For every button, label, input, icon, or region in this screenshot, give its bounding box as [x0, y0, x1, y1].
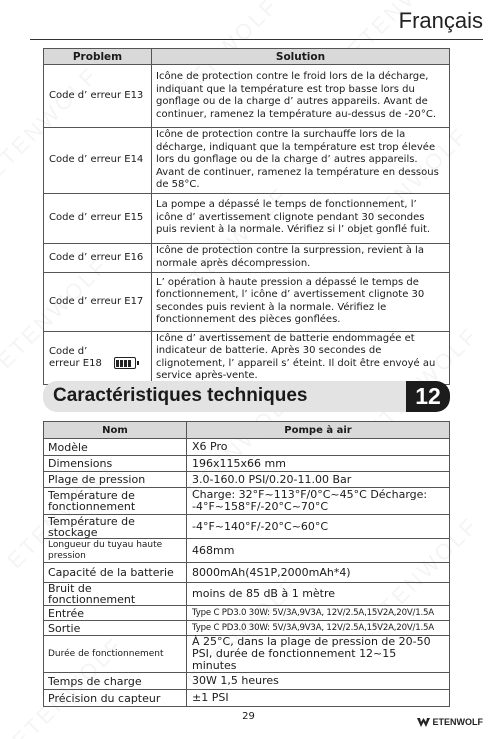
table-row [44, 128, 450, 194]
spec-value: 8000mAh(4S1P,2000mAh*4) [187, 563, 450, 583]
brand-logo [417, 717, 484, 727]
error-code: Code d’ erreur E18 [49, 345, 102, 369]
language-label: Français [398, 8, 483, 33]
spec-name: Dimensions [44, 456, 187, 472]
spec-value: moins de 85 dB à 1 mètre [187, 583, 450, 606]
spec-name: Capacité de la batterie [44, 563, 187, 583]
spec-value: Type C PD3.0 30W: 5V/3A,9V3A, 12V/2.5A,15V2A,20V/1.5A [187, 621, 450, 636]
table-header-row [44, 422, 450, 439]
spec-value: 3.0-160.0 PSI/0.20-11.00 Bar [187, 472, 450, 488]
spec-value: ±1 PSI [187, 690, 450, 707]
spec-value: 196x115x66 mm [187, 456, 450, 472]
table-row [44, 606, 450, 621]
table-row [44, 243, 450, 272]
table-row [44, 636, 450, 673]
section-title: Caractéristiques techniques [53, 385, 308, 406]
header-divider [30, 39, 483, 40]
spec-name: Durée de fonctionnement [44, 636, 187, 673]
specs-table [43, 421, 450, 707]
table-row [44, 65, 450, 128]
section-header [43, 381, 450, 412]
column-header: Problem [44, 49, 152, 65]
problem-table [43, 48, 450, 385]
spec-name: Longueur du tuyau haute pression [44, 539, 187, 563]
table-row [44, 583, 450, 606]
error-solution: Icône de protection contre la surpression, revient à la normale après décompression. [152, 243, 450, 272]
spec-value: Type C PD3.0 30W: 5V/3A,9V3A, 12V/2.5A,15V2A,20V/1.5A [187, 606, 450, 621]
table-row [44, 472, 450, 488]
spec-name: Modèle [44, 439, 187, 456]
table-row [44, 515, 450, 539]
error-code: Code d’ erreur E17 [44, 272, 152, 331]
error-code: Code d’ erreur E16 [44, 243, 152, 272]
error-solution: La pompe a dépassé le temps de fonctionnement, l’ icône d’ avertissement clignote pendant 30 secondes puis revient à la normale. Vérifiez si l’ objet gonflé fuit. [152, 193, 450, 243]
column-header: Solution [152, 49, 450, 65]
spec-name: Température de stockage [44, 515, 187, 539]
table-row [44, 488, 450, 515]
error-solution: Icône de protection contre la surchauffe lors de la décharge, indiquant que la température est trop élevée lors du gonflage ou de la charge d’ autres appareils. Avant de continuer, ramenez la température en dessous de 58°C. [152, 128, 450, 194]
brand-name: ETENWOLF [432, 717, 483, 727]
table-row [44, 331, 450, 384]
table-row [44, 539, 450, 563]
spec-name: Temps de charge [44, 673, 187, 690]
error-solution: Icône d’ avertissement de batterie endommagée et indicateur de batterie. Après 30 secondes de clignotement, l’ appareil s’ éteint. Il doit être envoyé au service après-vente. [152, 331, 450, 384]
table-header-row [44, 49, 450, 65]
error-solution: L’ opération à haute pression a dépassé le temps de fonctionnement, l’ icône d’ avertissement clignote 30 secondes puis revient à la normale. Vérifiez le fonctionnement des pièces gonflées. [152, 272, 450, 331]
spec-name: Plage de pression [44, 472, 187, 488]
spec-name: Entrée [44, 606, 187, 621]
table-row [44, 690, 450, 707]
spec-value: Charge: 32°F~113°F/0°C~45°C Décharge: -4°F~158°F/-20°C~70°C [187, 488, 450, 515]
page-number: 29 [242, 711, 255, 722]
column-header: Pompe à air [187, 422, 450, 439]
table-row [44, 563, 450, 583]
table-row [44, 193, 450, 243]
battery-warning-icon [114, 357, 136, 369]
spec-value: À 25°C, dans la plage de pression de 20-50 PSI, durée de fonctionnement 12~15 minutes [187, 636, 450, 673]
spec-value: 30W 1,5 heures [187, 673, 450, 690]
error-solution: Icône de protection contre le froid lors de la décharge, indiquant que la température est trop basse lors du gonflage ou de la charge d’ autres appareils. Avant de continuer, ramenez la température au-dessus de -20°C. [152, 65, 450, 128]
spec-name: Bruit de fonctionnement [44, 583, 187, 606]
error-code-cell [44, 331, 152, 384]
spec-name: Précision du capteur [44, 690, 187, 707]
table-row [44, 621, 450, 636]
error-code: Code d’ erreur E15 [44, 193, 152, 243]
section-number: 12 [406, 381, 450, 412]
error-code: Code d’ erreur E14 [44, 128, 152, 194]
spec-value: X6 Pro [187, 439, 450, 456]
table-row [44, 272, 450, 331]
table-row [44, 456, 450, 472]
column-header: Nom [44, 422, 187, 439]
error-code: Code d’ erreur E13 [44, 65, 152, 128]
spec-name: Sortie [44, 621, 187, 636]
table-row [44, 673, 450, 690]
spec-name: Température de fonctionnement [44, 488, 187, 515]
wolf-logo-icon [417, 718, 430, 727]
table-row [44, 439, 450, 456]
spec-value: 468mm [187, 539, 450, 563]
spec-value: -4°F~140°F/-20°C~60°C [187, 515, 450, 539]
